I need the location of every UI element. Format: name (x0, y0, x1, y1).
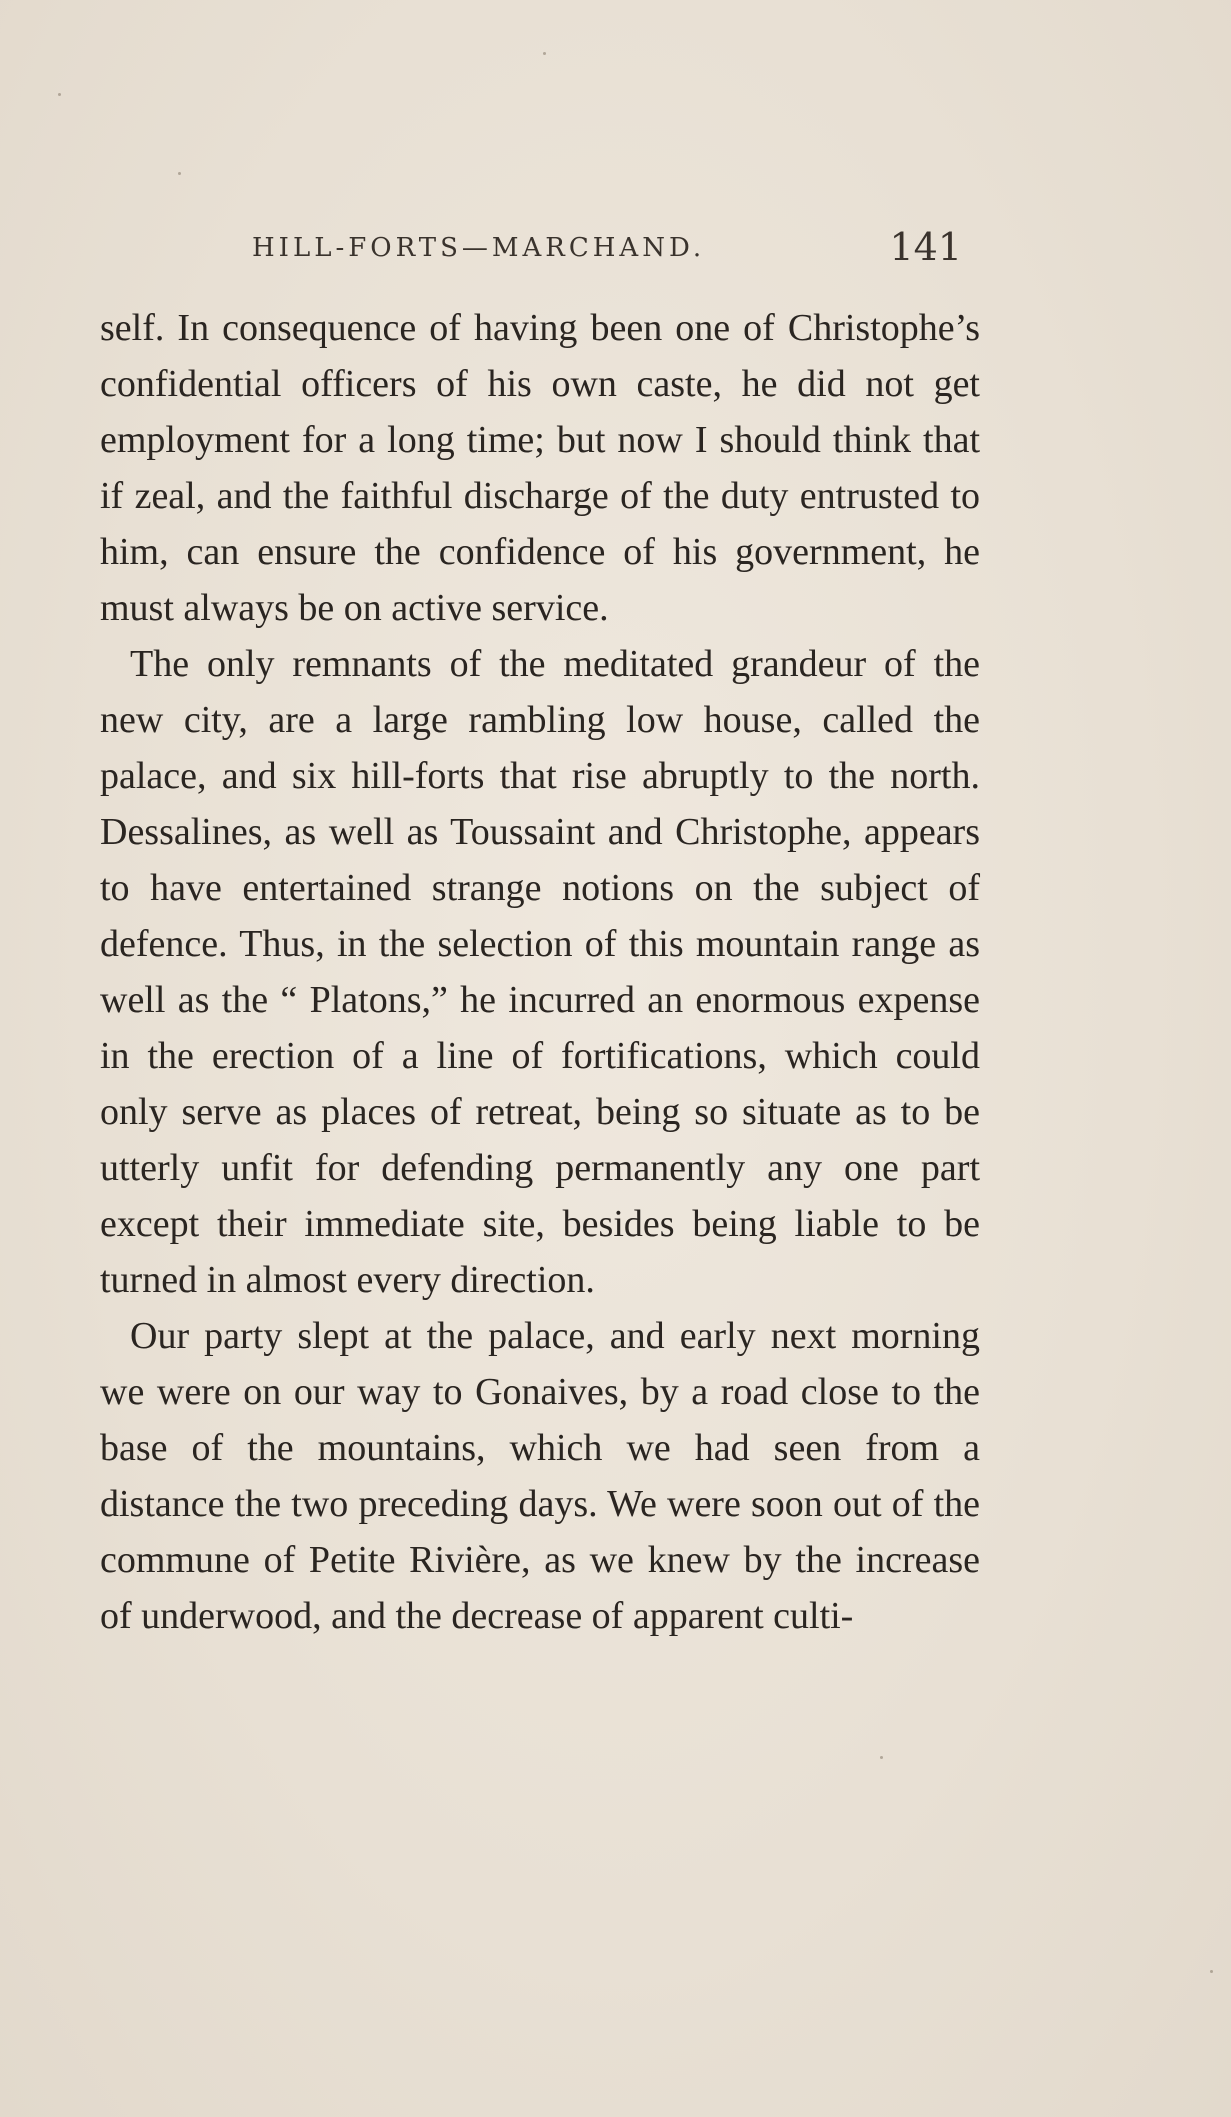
paragraph-hill-forts: The only remnants of the meditated grandeur of the new city, are a large rambling low house, called the palace, and six hill-forts that rise abruptly to the north. Dessalines, as well as Toussaint and Christophe, appears to have entertained strange notions on the subject of defence. Thus, in the selection of this mountain range as well as the “ Platons,” he incurred an enormous expense in the erection of a line of fortifications, which could only serve as places of retreat, being so situate as to be utterly unfit for defending permanently any one part except their immediate site, besides being liable to be turned in almost every direction. (100, 643, 980, 1301)
running-head: HILL-FORTS—MARCHAND. (252, 233, 706, 263)
paper-speck (58, 93, 61, 96)
page-number: 141 (889, 225, 962, 269)
paper-speck (178, 172, 181, 175)
paper-speck (880, 1756, 883, 1759)
paper-speck (543, 52, 546, 55)
page-header (252, 225, 962, 285)
paragraph-journey: Our party slept at the palace, and early next morning we were on our way to Gonaives, by a road close to the base of the mountains, which we had seen from a distance the two preceding days. We were soon out of the commune of Petite Rivière, as we knew by the increase of underwood, and the decrease of apparent culti- (100, 1315, 980, 1637)
body-text (100, 300, 980, 1644)
paper-speck (1210, 1970, 1213, 1973)
paragraph-continuation: self. In consequence of having been one of Christophe’s confidential officers of his own caste, he did not get employment for a long time; but now I should think that if zeal, and the faithful discharge of the duty entrusted to him, can ensure the confidence of his government, he must always be on active service. (100, 307, 980, 629)
